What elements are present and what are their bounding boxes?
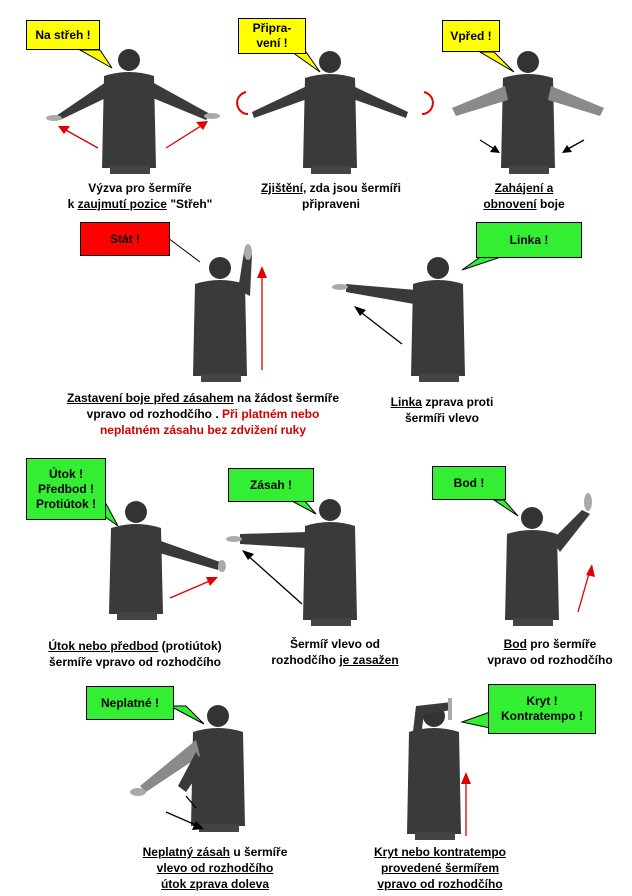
- arrowhead: [58, 126, 70, 134]
- arrowhead: [490, 145, 500, 153]
- bubble-tail: [80, 50, 112, 68]
- caption-segment: Bod: [503, 637, 527, 651]
- arrow-left: [62, 128, 98, 148]
- arrowhead: [257, 266, 267, 278]
- caption-segment: Zahájení a: [494, 181, 554, 195]
- arrow-right: [166, 124, 204, 148]
- caption-ready: [236, 180, 426, 212]
- bubble-tail: [168, 238, 200, 262]
- caption-fence: [464, 180, 584, 212]
- bubble-tail: [170, 706, 204, 724]
- caption-segment: (protiútok): [158, 639, 222, 653]
- caption-line: [340, 844, 540, 860]
- bubble-tail: [480, 52, 514, 72]
- bubble-parry: Kryt ! Kontratempo !: [488, 684, 596, 734]
- caption-line: [110, 844, 320, 860]
- arrowhead: [461, 772, 471, 784]
- bubble-tail: [104, 500, 118, 526]
- caption-segment: připraveni: [301, 197, 361, 212]
- caption-segment: Zastavení boje před zásahem: [66, 391, 234, 405]
- caption-segment: na žádost šermíře: [233, 391, 340, 405]
- caption-line: [362, 394, 522, 426]
- caption-segment: pro šermíře: [526, 637, 597, 651]
- caption-segment: vpravo od rozhodčího: [377, 877, 503, 892]
- caption-line: [40, 196, 240, 212]
- bubble-tail: [292, 52, 320, 72]
- caption-segment: Zjištění: [260, 181, 303, 195]
- caption-segment: Kryt nebo kontratempo: [373, 845, 506, 859]
- caption-segment: k: [67, 197, 78, 212]
- caption-line: [250, 652, 420, 668]
- arrow-diagonal-up: [170, 580, 212, 598]
- caption-segment: vlevo od rozhodčího: [156, 861, 274, 876]
- caption-line: [250, 636, 420, 652]
- bubble-halt: Stát !: [80, 222, 170, 256]
- caption-line: [40, 422, 366, 438]
- referee-figure-en-garde: [46, 49, 220, 174]
- caption-parry: [340, 844, 540, 893]
- bubble-ready: Připra- vení !: [238, 18, 306, 54]
- caption-segment: boje: [536, 197, 565, 212]
- bubble-touch: Zásah !: [228, 468, 314, 502]
- bubble-line: Linka !: [476, 222, 582, 258]
- caption-line: [362, 410, 522, 426]
- caption-line: [340, 876, 540, 892]
- caption-en-garde: [40, 180, 240, 212]
- bubble-en-garde: Na střeh !: [26, 20, 100, 50]
- caption-line: [20, 638, 250, 654]
- caption-segment: šermíři vlevo: [404, 411, 480, 426]
- caption-touch: [250, 636, 420, 668]
- referee-figure-attack: [104, 500, 226, 620]
- caption-line: [362, 394, 522, 410]
- caption-segment: provedené šermířem: [380, 861, 500, 876]
- caption-line: [40, 390, 366, 406]
- caption-invalid: [110, 844, 320, 893]
- arrowhead: [242, 550, 254, 560]
- caption-segment: vpravo od rozhodčího .: [86, 407, 222, 422]
- caption-segment: šermíře vpravo od rozhodčího: [48, 655, 222, 670]
- caption-segment: Šermíř vlevo od: [289, 637, 381, 651]
- arrow-black-diagonal: [358, 310, 402, 344]
- arrowhead: [562, 145, 572, 153]
- referee-figure-parry: [407, 698, 490, 840]
- caption-line: [40, 406, 366, 422]
- arrowhead: [586, 564, 595, 577]
- bubble-tail: [462, 712, 490, 728]
- referee-figure-fence: [452, 51, 604, 174]
- caption-segment: Linka: [390, 395, 422, 409]
- bubble-tail: [494, 500, 518, 516]
- referee-figure-invalid: [130, 705, 245, 832]
- caption-line: [40, 180, 240, 196]
- caption-segment: , zda jsou šermíři: [302, 181, 402, 195]
- caption-line: [470, 636, 630, 652]
- caption-line: [464, 196, 584, 212]
- caption-line: [20, 654, 250, 670]
- caption-segment: vpravo od rozhodčího: [487, 653, 613, 668]
- caption-segment: je zasažen: [339, 653, 399, 668]
- caption-segment: rozhodčího: [271, 653, 340, 668]
- rotate-arrow-right: [422, 92, 433, 114]
- arrow-up-right: [578, 570, 590, 612]
- caption-segment: Při platném nebo: [221, 407, 320, 422]
- caption-segment: obnovení: [483, 197, 537, 212]
- bubble-fence: Vpřed !: [442, 20, 500, 52]
- referee-figure-line: [332, 250, 504, 382]
- caption-attack: [20, 638, 250, 670]
- arrow-black-diagonal: [246, 554, 302, 604]
- caption-segment: u šermíře: [230, 845, 288, 859]
- referee-figure-touch: [226, 499, 357, 626]
- caption-line: [110, 876, 320, 892]
- caption-line: [236, 180, 426, 196]
- caption-segment: Neplatný zásah: [142, 845, 230, 859]
- caption-segment: Útok nebo předbod: [48, 639, 159, 653]
- bubble-tail: [290, 500, 316, 514]
- caption-segment: zaujmutí pozice: [77, 197, 167, 212]
- rotate-arrow-left: [237, 92, 248, 114]
- bubble-invalid: Neplatné !: [86, 686, 174, 720]
- referee-figure-ready: [252, 51, 408, 174]
- caption-line: [470, 652, 630, 668]
- caption-line: [464, 180, 584, 196]
- referee-figure-point: [494, 493, 592, 626]
- referee-figure-halt: [168, 238, 252, 382]
- caption-segment: Výzva pro šermíře: [88, 181, 192, 195]
- caption-line: [340, 860, 540, 876]
- caption-halt: [40, 390, 366, 439]
- bubble-attack: Útok ! Předbod ! Protiútok !: [26, 458, 106, 520]
- caption-segment: "Střeh": [166, 197, 213, 212]
- caption-segment: útok zprava doleva: [160, 877, 270, 892]
- caption-segment: zprava proti: [421, 395, 494, 409]
- caption-point: [470, 636, 630, 668]
- caption-line: [110, 860, 320, 876]
- caption-segment: neplatném zásahu bez zdvižení ruky: [99, 423, 307, 438]
- caption-line: [236, 196, 426, 212]
- bubble-point: Bod !: [432, 466, 506, 500]
